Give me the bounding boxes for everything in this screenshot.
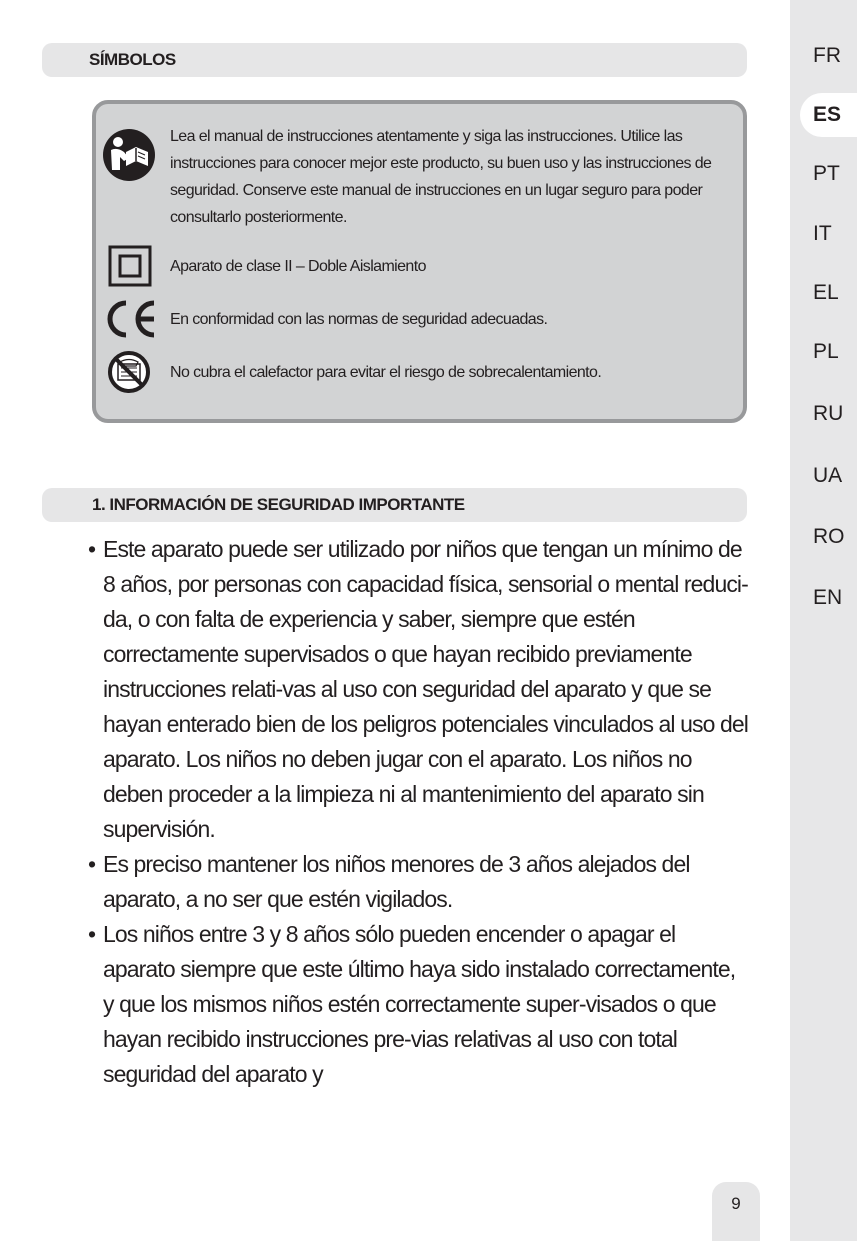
lang-tab-pt[interactable]: PT: [813, 162, 840, 185]
class-ii-double-insulation-icon: [108, 245, 152, 287]
safety-bullet-list: [88, 532, 748, 1092]
lang-tab-it[interactable]: IT: [813, 222, 832, 245]
lang-tab-en[interactable]: EN: [813, 586, 843, 609]
lang-tab-el[interactable]: EL: [813, 281, 839, 304]
symbols-heading: SÍMBOLOS: [42, 43, 747, 77]
symbol-text-read-manual: Lea el manual de instrucciones atentamente y siga las instrucciones. Utilice las instrucciones para conocer mejor este producto, su buen uso y las instrucciones de seguridad. Conserve este manual de instrucciones en un lugar seguro para poder consultarlo posteriormente.: [170, 128, 712, 226]
lang-tab-es[interactable]: ES: [800, 93, 857, 137]
page-number: 9: [712, 1182, 760, 1241]
safety-bullet-3: • Los niños entre 3 y 8 años sólo pueden encender o apagar el aparato siempre que este último haya sido instalado correctamente, y que los mismos niños estén correctamente super-visados o que hayan recibido instrucciones pre-vias relativas al uso con total seguridad del aparato y: [88, 917, 748, 1092]
lang-tab-ua[interactable]: UA: [813, 464, 843, 487]
symbol-text-do-not-cover: No cubra el calefactor para evitar el riesgo de sobrecalentamiento.: [170, 364, 602, 381]
safety-bullet-1: • Este aparato puede ser utilizado por niños que tengan un mínimo de 8 años, por personas con capacidad física, sensorial o mental reduci-da, o con falta de experiencia y saber, siempre que estén correctamente supervisados o que hayan recibido previamente instrucciones relati-vas al uso con seguridad del aparato y que se hayan enterado bien de los peligros potenciales vinculados al uso del aparato. Los niños no deben jugar con el aparato. Los niños no deben proceder a la limpieza ni al mantenimiento del aparato sin supervisión.: [88, 532, 748, 847]
safety-section-heading: 1. INFORMACIÓN DE SEGURIDAD IMPORTANTE: [42, 488, 747, 522]
symbol-text-class-ii: Aparato de clase II – Doble Aislamiento: [170, 258, 426, 275]
lang-tab-fr[interactable]: FR: [813, 44, 841, 67]
lang-tab-ru[interactable]: RU: [813, 402, 844, 425]
lang-tab-ro[interactable]: RO: [813, 525, 845, 548]
lang-tab-pl[interactable]: PL: [813, 340, 839, 363]
do-not-cover-icon: [106, 349, 152, 395]
safety-bullet-2: • Es preciso mantener los niños menores de 3 años alejados del aparato, a no ser que estén vigilados.: [88, 847, 748, 917]
ce-mark-icon: [104, 299, 158, 339]
read-manual-icon: [102, 128, 156, 182]
symbol-text-ce-mark: En conformidad con las normas de seguridad adecuadas.: [170, 311, 548, 328]
